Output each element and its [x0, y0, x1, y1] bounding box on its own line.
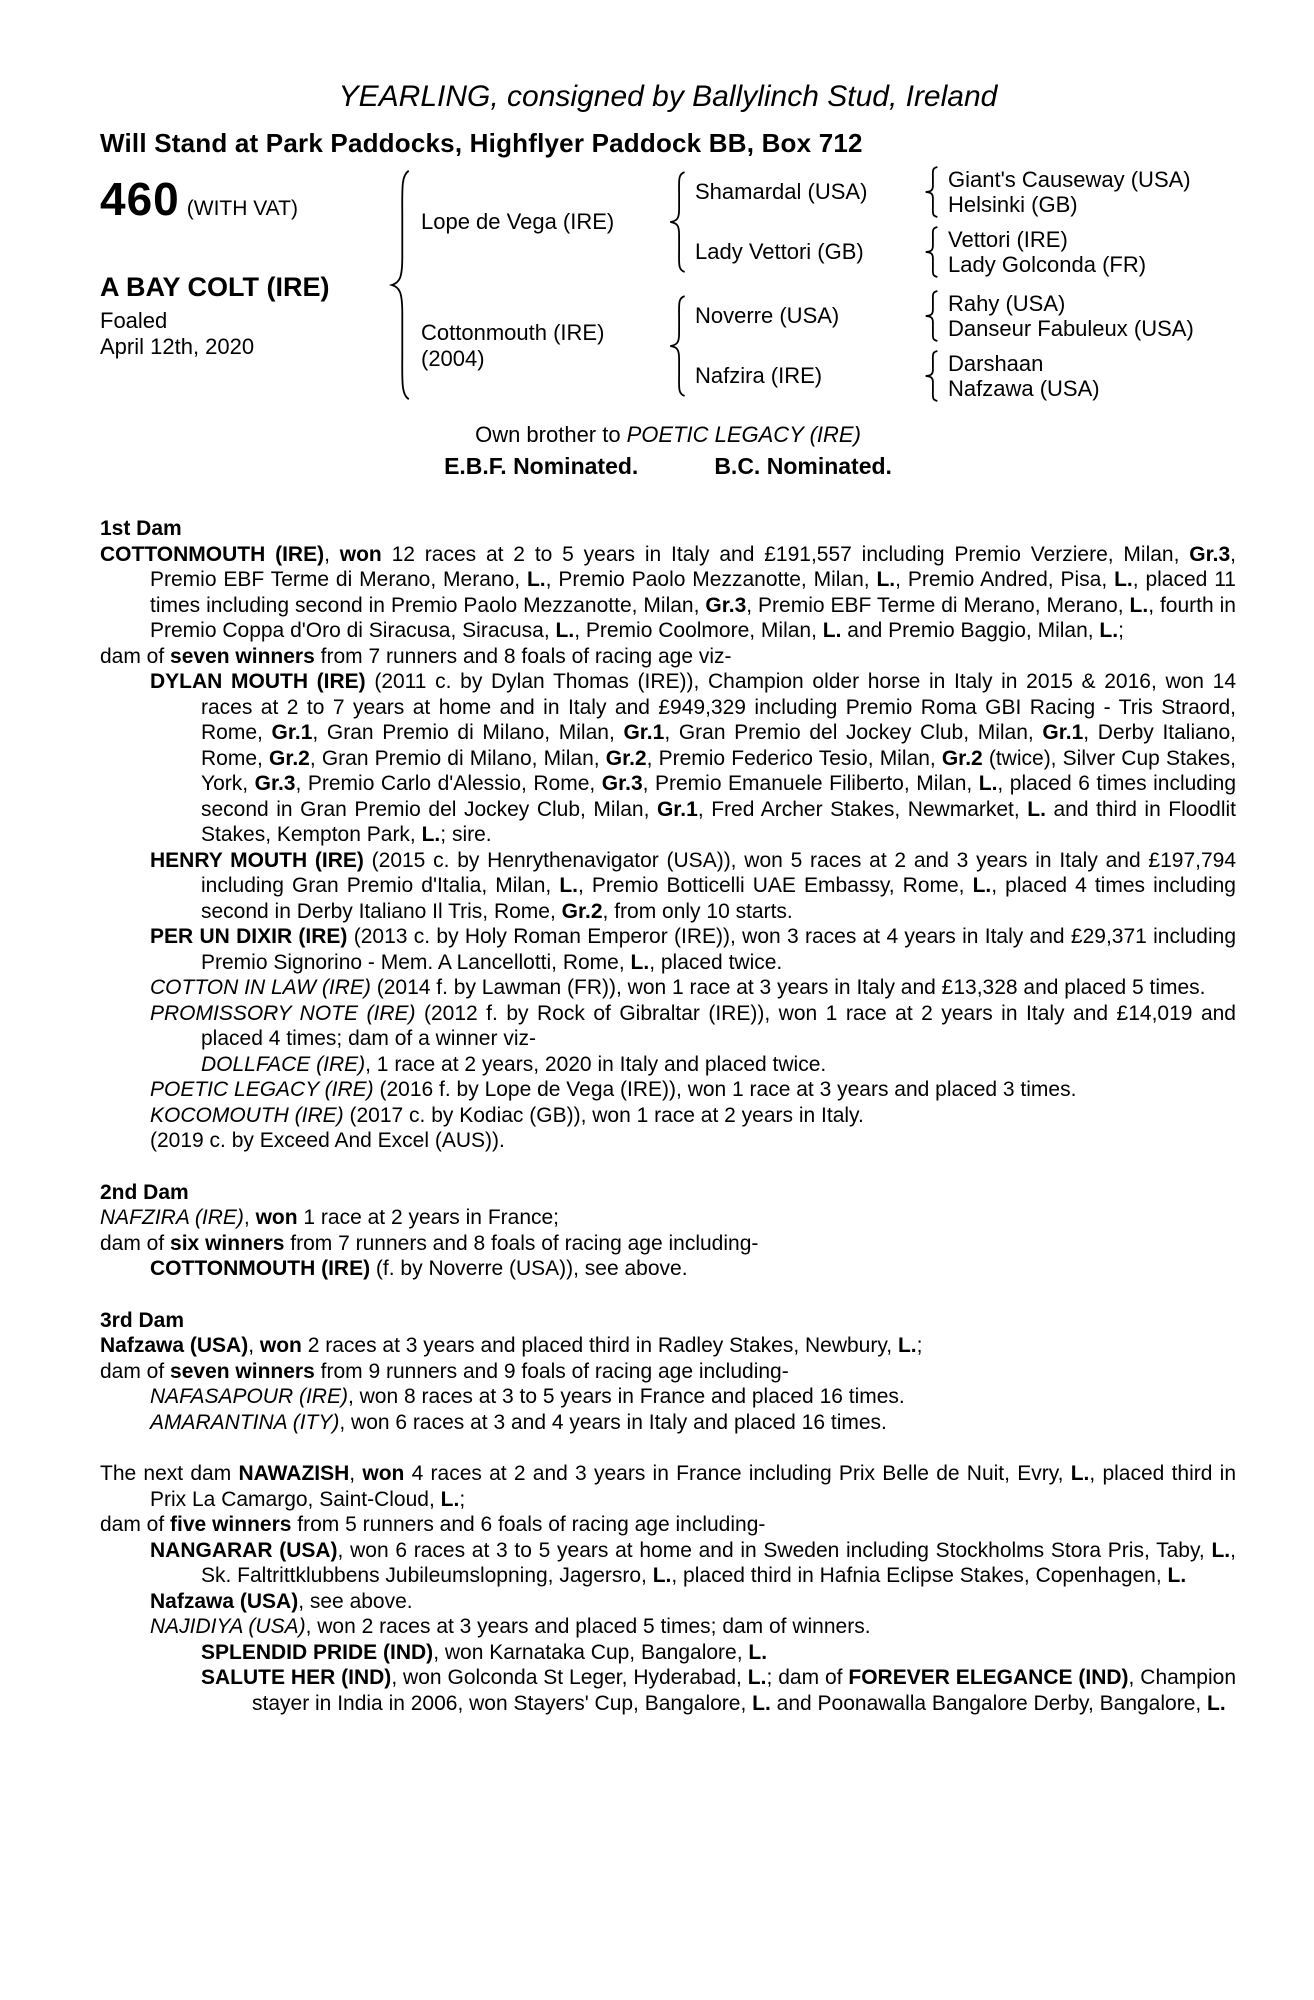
- lot-description: A BAY COLT (IRE): [100, 272, 330, 302]
- text-run: L.: [978, 772, 998, 795]
- text-run: ; sire.: [440, 823, 492, 846]
- text-run: KOCOMOUTH (IRE): [150, 1103, 344, 1127]
- pedigree-paragraph: [100, 1205, 1236, 1231]
- great-grandparent-name: Danseur Fabuleux (USA): [948, 316, 1194, 341]
- great-grandparent-name: Lady Golconda (FR): [948, 252, 1147, 277]
- text-run: NAFZIRA (IRE): [100, 1206, 244, 1229]
- text-run: FOREVER ELEGANCE (IND): [848, 1666, 1129, 1689]
- text-run: , won Karnataka Cup, Bangalore,: [433, 1640, 749, 1664]
- text-run: Gr.1: [623, 721, 665, 744]
- text-run: ,: [349, 1462, 363, 1485]
- stand-location-line: Will Stand at Park Paddocks, Highflyer Paddock BB, Box 712: [100, 128, 863, 158]
- text-run: , Derby Italiano, Rome,: [201, 721, 1237, 770]
- text-run: NAJIDIYA (USA): [150, 1615, 306, 1638]
- text-run: DOLLFACE (IRE): [201, 1052, 366, 1076]
- text-run: L.: [1114, 568, 1133, 591]
- text-run: , see above.: [298, 1589, 413, 1613]
- text-run: , Premio Paolo Mezzanotte, Milan,: [545, 568, 877, 591]
- pedigree-paragraph: [100, 1256, 1236, 1282]
- text-run: , Fred Archer Stakes, Newmarket,: [697, 797, 1028, 821]
- pedigree-paragraph: [100, 1077, 1236, 1103]
- lot-number: 460: [100, 173, 180, 225]
- text-run: L.: [972, 874, 992, 897]
- text-run: from 7 runners and 8 foals of racing age including-: [284, 1231, 759, 1255]
- great-grandparents: [948, 167, 1191, 217]
- pedigree-paragraph: [100, 542, 1236, 644]
- grandsire-name: Shamardal (USA): [695, 179, 868, 204]
- dam-cell: [421, 320, 667, 372]
- text-run: , Gran Premio del Jockey Club, Milan,: [664, 721, 1043, 744]
- text-run: , placed third in Prix La Camargo, Saint-Cloud,: [150, 1462, 1237, 1511]
- catalogue-body: [100, 516, 1236, 1716]
- text-run: (2017 c. by Kodiac (GB)), won 1 race at 2 years in Italy.: [343, 1103, 864, 1127]
- vat-note: (WITH VAT): [186, 197, 298, 220]
- grandsire-row: [695, 290, 1194, 342]
- text-run: (2019 c. by Exceed And Excel (AUS)).: [150, 1129, 505, 1152]
- text-run: dam of: [100, 1513, 171, 1536]
- great-grandparent-name: Vettori (IRE): [948, 227, 1068, 252]
- text-run: , Gran Premio di Milano, Milan,: [312, 721, 624, 744]
- text-run: six winners: [170, 1231, 285, 1255]
- text-run: Gr.1: [271, 721, 313, 744]
- dam-grandparents: [695, 290, 1194, 402]
- text-run: , Premio Carlo d'Alessio, Rome,: [295, 772, 602, 795]
- text-run: and Premio Baggio, Milan,: [841, 619, 1100, 642]
- text-run: Gr.2: [941, 746, 983, 770]
- section-heading: 1st Dam: [100, 517, 182, 540]
- text-run: , Premio Federico Tesio, Milan,: [646, 746, 942, 770]
- text-run: ;: [459, 1487, 466, 1511]
- text-run: L.: [1167, 1564, 1187, 1587]
- text-run: (2012 f. by Rock of Gibraltar (IRE)), won 1 race at 2 years in Italy and £14,019 and placed 4 times; dam of a winner viz-: [201, 1001, 1236, 1050]
- text-run: L.: [1207, 1691, 1226, 1715]
- text-run: from 7 runners and 8 foals of racing age viz-: [314, 644, 732, 668]
- pedigree-section: [100, 516, 1236, 1154]
- pedigree-block: [100, 166, 1236, 404]
- lot-column: [100, 166, 388, 404]
- text-run: ,: [243, 1206, 256, 1229]
- text-run: 1 race at 2 years in France;: [297, 1206, 560, 1229]
- text-run: PROMISSORY NOTE (IRE): [150, 1001, 416, 1025]
- text-run: seven winners: [170, 1359, 315, 1383]
- text-run: ,: [248, 1334, 260, 1357]
- text-run: , from only 10 starts.: [602, 899, 793, 923]
- text-run: (f. by Noverre (USA)), see above.: [370, 1257, 688, 1280]
- grandsire-row: [695, 166, 1191, 218]
- pedigree-paragraph: [100, 1512, 1236, 1538]
- pedigree-paragraph: [100, 1333, 1236, 1359]
- section-heading: 3rd Dam: [100, 1308, 185, 1332]
- text-run: dam of: [100, 1359, 171, 1383]
- text-run: L.: [630, 950, 650, 974]
- text-run: won: [362, 1462, 405, 1485]
- text-run: Gr.1: [1042, 721, 1084, 744]
- text-run: NAWAZISH: [238, 1462, 350, 1485]
- lot-row: [100, 173, 388, 225]
- pedigree-paragraph: [100, 1128, 1236, 1154]
- text-run: SALUTE HER (IND): [201, 1666, 392, 1689]
- sire-name: Lope de Vega (IRE): [421, 209, 615, 234]
- text-run: L.: [1099, 619, 1119, 642]
- pedigree-paragraph: [100, 1231, 1236, 1257]
- text-run: Gr.2: [268, 746, 310, 770]
- text-run: 4 races at 2 and 3 years in France including Prix Belle de Nuit, Evry,: [404, 1462, 1071, 1485]
- text-run: , won Golconda St Leger, Hyderabad,: [391, 1666, 748, 1689]
- text-run: , won 6 races at 3 to 5 years at home and in Sweden including Stockholms Stora Pris, Taby,: [337, 1538, 1212, 1562]
- text-run: L.: [748, 1640, 768, 1664]
- text-run: DYLAN MOUTH (IRE): [150, 670, 366, 693]
- text-run: NANGARAR (USA): [150, 1538, 338, 1562]
- text-run: ;: [916, 1334, 923, 1357]
- pedigree-paragraph: [100, 848, 1236, 925]
- text-run: SPLENDID PRIDE (IND): [201, 1640, 434, 1664]
- great-grandparents: [948, 351, 1100, 401]
- text-run: dam of: [100, 644, 171, 668]
- text-run: , won 2 races at 3 years and placed 5 times; dam of winners.: [305, 1615, 871, 1638]
- text-run: Gr.3: [1189, 542, 1231, 566]
- own-brother-line: [100, 422, 1236, 448]
- text-run: won: [255, 1206, 298, 1229]
- text-run: seven winners: [170, 644, 315, 668]
- text-run: L.: [421, 823, 441, 846]
- pedigree-brace: [923, 166, 941, 218]
- text-run: L.: [652, 1564, 672, 1587]
- pedigree-brace: [923, 290, 941, 342]
- text-run: L.: [1129, 593, 1149, 617]
- pedigree-paragraph: [100, 1052, 1236, 1078]
- text-run: and third in Floodlit Stakes, Kempton Park,: [201, 797, 1236, 846]
- text-run: (2013 c. by Holy Roman Emperor (IRE)), won 3 races at 4 years in Italy and £29,371 including Premio Signorino - Mem. A Lancellotti, Rome,: [201, 925, 1237, 974]
- granddam-row: [695, 226, 1191, 278]
- pedigree-paragraph: [100, 1461, 1236, 1512]
- text-run: , Champion stayer in India in 2006, won Stayers' Cup, Bangalore,: [252, 1666, 1237, 1715]
- text-run: L.: [1027, 797, 1046, 821]
- pedigree-brace-sire: [667, 170, 689, 274]
- text-run: , fourth in Premio Coppa d'Oro di Siracusa, Siracusa,: [150, 593, 1236, 642]
- text-run: , Sk. Faltrittklubbens Jubileumslopning, Jagersro,: [201, 1538, 1236, 1587]
- text-run: 2 races at 3 years and placed third in Radley Stakes, Newbury,: [301, 1334, 898, 1357]
- foaled-date: April 12th, 2020: [100, 334, 255, 359]
- dam-group: [421, 290, 1194, 402]
- text-run: , Gran Premio di Milano, Milan,: [309, 746, 606, 770]
- pedigree-paragraph: [100, 1538, 1236, 1589]
- text-run: from 5 runners and 6 foals of racing age including-: [291, 1513, 766, 1536]
- text-run: Gr.3: [601, 772, 643, 795]
- text-run: , Premio EBF Terme di Merano, Merano,: [746, 593, 1130, 617]
- text-run: ; dam of: [766, 1666, 849, 1689]
- pedigree-brace-dam: [667, 294, 689, 398]
- text-run: (2011 c. by Dylan Thomas (IRE)), Champion older horse in Italy in 2015 & 2016, won 14 races at 2 to 7 years at home and in Italy and £949,329 including Premio Roma GBI Racing - Tris Straord, Rome,: [201, 670, 1236, 744]
- granddam-name: Nafzira (IRE): [695, 363, 823, 388]
- grandsire-name: Noverre (USA): [695, 303, 840, 328]
- pedigree-section: [100, 1308, 1236, 1436]
- text-run: (2014 f. by Lawman (FR)), won 1 race at 3 years in Italy and £13,328 and placed 5 times.: [370, 976, 1206, 999]
- text-run: L.: [1070, 1462, 1090, 1485]
- own-brother-prefix: Own brother to: [475, 422, 621, 447]
- pedigree-brace-main: [388, 166, 414, 404]
- text-run: ,: [324, 542, 340, 566]
- text-run: , 1 race at 2 years, 2020 in Italy and placed twice.: [365, 1052, 827, 1076]
- text-run: L.: [897, 1334, 917, 1357]
- dam-name: Cottonmouth (IRE): [421, 320, 605, 345]
- text-run: NAFASAPOUR (IRE): [150, 1385, 348, 1408]
- sire-grandparents: [695, 166, 1191, 278]
- pedigree-paragraph: [100, 644, 1236, 670]
- great-grandparent-name: Giant's Causeway (USA): [948, 167, 1191, 192]
- text-run: won: [339, 542, 382, 566]
- text-run: and Poonawalla Bangalore Derby, Bangalore,: [770, 1691, 1208, 1715]
- pedigree-paragraph: [100, 975, 1236, 1001]
- text-run: , Premio Coolmore, Milan,: [574, 619, 823, 642]
- text-run: from 9 runners and 9 foals of racing age including-: [314, 1359, 789, 1383]
- ebf-nominated: E.B.F. Nominated.: [444, 453, 639, 479]
- text-run: PER UN DIXIR (IRE): [150, 925, 348, 948]
- text-run: (2016 f. by Lope de Vega (IRE)), won 1 race at 3 years and placed 3 times.: [373, 1078, 1077, 1101]
- foaled-label: Foaled: [100, 308, 168, 333]
- text-run: L.: [752, 1691, 771, 1715]
- text-run: L.: [1211, 1538, 1231, 1562]
- sire-group: [421, 166, 1194, 278]
- pedigree-section: [100, 1461, 1236, 1716]
- text-run: POETIC LEGACY (IRE): [150, 1078, 374, 1101]
- text-run: L.: [526, 568, 546, 591]
- text-run: Nafzawa (USA): [150, 1589, 299, 1613]
- text-run: (twice), Silver Cup Stakes, York,: [201, 746, 1236, 795]
- text-run: 12 races at 2 to 5 years in Italy and £191,557 including Premio Verziere, Milan,: [381, 542, 1190, 566]
- text-run: Gr.1: [656, 797, 698, 821]
- pedigree-paragraph: [100, 1384, 1236, 1410]
- pedigree-section: [100, 1180, 1236, 1282]
- text-run: COTTON IN LAW (IRE): [150, 976, 371, 999]
- text-run: , placed third in Hafnia Eclipse Stakes, Copenhagen,: [671, 1564, 1168, 1587]
- text-run: , placed 6 times including second in Gran Premio del Jockey Club, Milan,: [201, 772, 1237, 821]
- text-run: five winners: [170, 1513, 292, 1536]
- nominations-line: [100, 453, 1236, 480]
- text-run: Gr.2: [605, 746, 647, 770]
- text-run: L.: [822, 619, 842, 642]
- text-run: Gr.3: [705, 593, 747, 617]
- text-run: COTTONMOUTH (IRE): [100, 542, 325, 566]
- pedigree-paragraph: [100, 924, 1236, 975]
- text-run: L.: [876, 568, 896, 591]
- text-run: COTTONMOUTH (IRE): [150, 1257, 371, 1280]
- great-grandparent-name: Helsinki (GB): [948, 192, 1078, 217]
- dam-year: (2004): [421, 346, 485, 371]
- text-run: The next dam: [100, 1462, 239, 1485]
- text-run: L.: [559, 874, 578, 897]
- pedigree-paragraph: [100, 1103, 1236, 1129]
- text-run: Nafzawa (USA): [100, 1334, 249, 1357]
- text-run: , placed 4 times including second in Derby Italiano Il Tris, Rome,: [201, 874, 1236, 923]
- text-run: , won 8 races at 3 to 5 years in France and placed 16 times.: [347, 1385, 905, 1408]
- pedigree-paragraph: [100, 1359, 1236, 1385]
- text-run: HENRY MOUTH (IRE): [150, 848, 364, 872]
- text-run: Gr.3: [254, 772, 296, 795]
- pedigree-brace: [923, 350, 941, 402]
- text-run: AMARANTINA (ITY): [150, 1410, 340, 1434]
- text-run: , won 6 races at 3 and 4 years in Italy and placed 16 times.: [339, 1410, 887, 1434]
- text-run: Gr.2: [561, 899, 603, 923]
- text-run: , placed twice.: [649, 950, 783, 974]
- text-run: L.: [440, 1487, 460, 1511]
- text-run: (2015 c. by Henrythenavigator (USA)), won 5 races at 2 and 3 years in Italy and £197,794 including Gran Premio d'Italia, Milan,: [201, 848, 1237, 897]
- bc-nominated: B.C. Nominated.: [714, 453, 892, 479]
- great-grandparents: [948, 227, 1146, 277]
- text-run: , Premio Andred, Pisa,: [895, 568, 1115, 591]
- pedigree-paragraph: [100, 1614, 1236, 1640]
- great-grandparent-name: Darshaan: [948, 351, 1044, 376]
- granddam-row: [695, 350, 1194, 402]
- great-grandparent-name: Nafzawa (USA): [948, 376, 1100, 401]
- parents-column: [421, 166, 1194, 404]
- pedigree-paragraph: [100, 669, 1236, 848]
- text-run: dam of: [100, 1231, 171, 1255]
- pedigree-paragraph: [100, 1410, 1236, 1436]
- text-run: , placed 11 times including second in Premio Paolo Mezzanotte, Milan,: [150, 568, 1236, 617]
- pedigree-paragraph: [100, 1001, 1236, 1052]
- pedigree-paragraph: [100, 1640, 1236, 1666]
- pedigree-brace: [923, 226, 941, 278]
- text-run: L.: [747, 1666, 767, 1689]
- pedigree-paragraph: [100, 1665, 1236, 1716]
- text-run: , Premio EBF Terme di Merano, Merano,: [150, 542, 1236, 591]
- own-brother-name: POETIC LEGACY (IRE): [626, 422, 861, 447]
- pedigree-paragraph: [100, 1589, 1236, 1615]
- granddam-name: Lady Vettori (GB): [695, 239, 864, 264]
- text-run: , Premio Botticelli UAE Embassy, Rome,: [577, 874, 973, 897]
- text-run: , Premio Emanuele Filiberto, Milan,: [642, 772, 979, 795]
- great-grandparent-name: Rahy (USA): [948, 291, 1066, 316]
- great-grandparents: [948, 291, 1194, 341]
- text-run: won: [259, 1334, 302, 1357]
- text-run: ;: [1118, 619, 1124, 642]
- text-run: L.: [555, 619, 575, 642]
- section-heading: 2nd Dam: [100, 1180, 189, 1204]
- consignor-title: YEARLING, consigned by Ballylinch Stud, Ireland: [338, 80, 998, 113]
